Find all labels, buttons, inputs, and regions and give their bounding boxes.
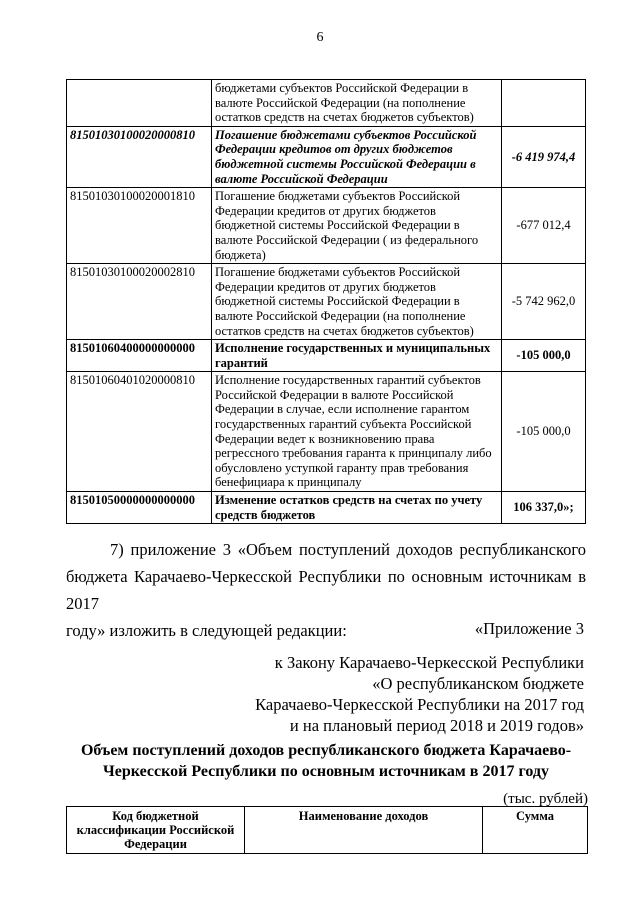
name-cell: Погашение бюджетами субъектов Российской Федерации кредитов от других бюджетов бюджетной системы Российской Федерации в валюте Российской Федерации (на пополнение остатков средств на счетах бюджетов субъектов)	[212, 264, 502, 340]
title-line: Черкесской Республики по основным источникам в 2017 году	[103, 763, 549, 780]
table-row	[67, 340, 586, 372]
amount-cell: 106 337,0»;	[502, 492, 586, 524]
header-name-cell: Наименование доходов	[245, 807, 483, 854]
table-row	[67, 80, 586, 127]
table-row	[67, 126, 586, 187]
name-cell: Погашение бюджетами субъектов Российской Федерации кредитов от других бюджетов бюджетной системы Российской Федерации в валюте Российской Федерации ( из федерального бюджета)	[212, 188, 502, 264]
title-line: Объем поступлений доходов республиканского бюджета Карачаево-	[80, 742, 572, 759]
code-cell	[67, 80, 212, 127]
income-table-header	[66, 806, 588, 854]
table-row	[67, 372, 586, 492]
header-code-cell: Код бюджетной классификации Российской Федерации	[67, 807, 245, 854]
amount-cell: -6 419 974,4	[502, 126, 586, 187]
amount-cell	[502, 80, 586, 127]
code-cell: 81501060401020000810	[67, 372, 212, 492]
table-row	[67, 264, 586, 340]
law-reference	[255, 652, 584, 736]
law-reference-line: к Закону Карачаево-Черкесской Республики	[274, 653, 584, 672]
name-cell: Изменение остатков средств на счетах по учету средств бюджетов	[212, 492, 502, 524]
law-reference-line: Карачаево-Черкесской Республики на 2017 год	[255, 695, 584, 714]
document-title	[66, 740, 586, 782]
code-cell: 81501030100020001810	[67, 188, 212, 264]
header-sum-cell: Сумма	[483, 807, 588, 854]
code-cell: 81501050000000000000	[67, 492, 212, 524]
name-cell: Исполнение государственных и муниципальных гарантий	[212, 340, 502, 372]
code-cell: 81501030100020002810	[67, 264, 212, 340]
amount-cell: -677 012,4	[502, 188, 586, 264]
law-reference-line: и на плановый период 2018 и 2019 годов»	[289, 716, 584, 735]
name-cell: Погашение бюджетами субъектов Российской Федерации кредитов от других бюджетов бюджетной системы Российской Федерации в валюте Российской Федерации	[212, 126, 502, 187]
name-cell: Исполнение государственных гарантий субъектов Российской Федерации в валюте Российской Федерации в случае, если исполнение гарантом государственных гарантий субъекта Российской Федерации ведет к возникновению права регрессного требования гаранта к принципалу либо обусловлено уступкой гаранту прав требования бенефициара к принципалу	[212, 372, 502, 492]
code-cell: 81501030100020000810	[67, 126, 212, 187]
units-label: (тыс. рублей)	[503, 791, 588, 807]
paragraph-line: 7) приложение 3 «Объем поступлений доходов республиканского	[110, 540, 586, 559]
page-number: 6	[316, 30, 324, 45]
table-row	[67, 188, 586, 264]
amount-cell: -105 000,0	[502, 372, 586, 492]
amount-cell: -105 000,0	[502, 340, 586, 372]
appendix-label: «Приложение 3	[474, 619, 584, 638]
amount-cell: -5 742 962,0	[502, 264, 586, 340]
code-cell: 81501060400000000000	[67, 340, 212, 372]
paragraph-line: году» изложить в следующей редакции:	[66, 621, 347, 640]
paragraph-line: бюджета Карачаево-Черкесской Республики по основным источникам в 2017	[66, 567, 586, 613]
law-reference-line: «О республиканском бюджете	[372, 674, 584, 693]
table-row	[67, 492, 586, 524]
budget-sources-table	[66, 79, 586, 524]
name-cell: бюджетами субъектов Российской Федерации в валюте Российской Федерации (на пополнение остатков средств на счетах бюджетов субъектов)	[212, 80, 502, 127]
